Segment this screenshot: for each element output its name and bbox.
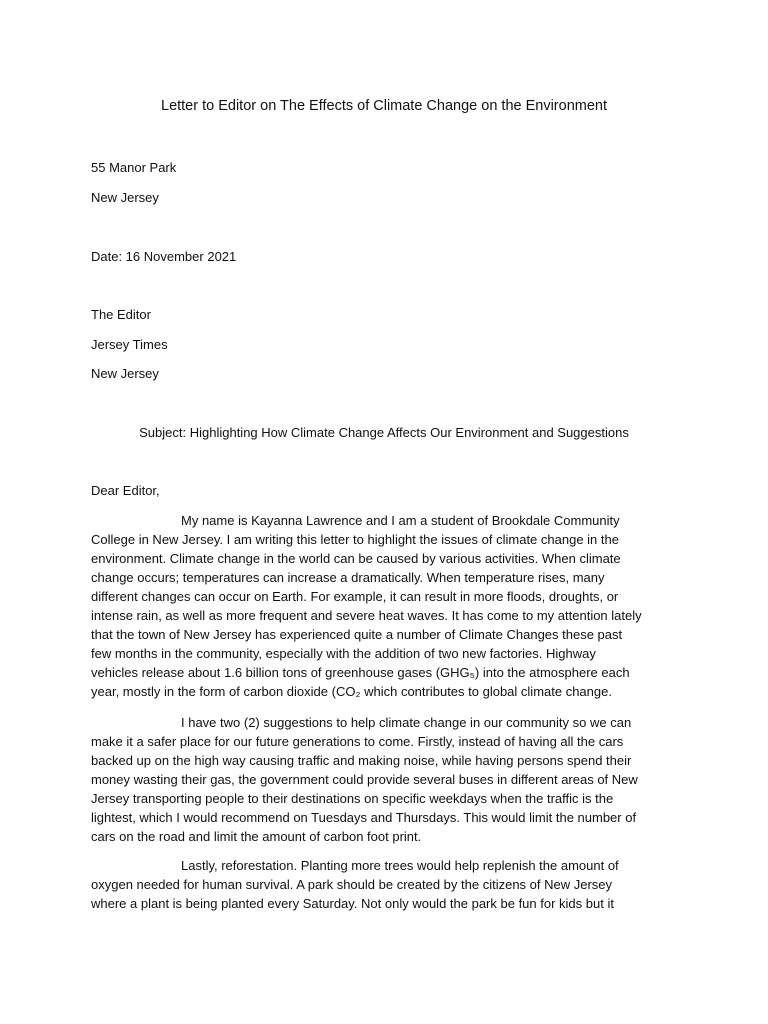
paragraph-line: where a plant is being planted every Saturday. Not only would the park be fun for kids but it: [91, 896, 614, 911]
recipient-line-3: New Jersey: [91, 366, 159, 381]
recipient-line-1: The Editor: [91, 307, 151, 322]
body-paragraph-3: [91, 856, 681, 913]
paragraph-line: make it a safer place for our future generations to come. Firstly, instead of having all the cars: [91, 734, 624, 749]
paragraph-line: money wasting their gas, the government could provide several buses in different areas of New: [91, 772, 638, 787]
paragraph-line: environment. Climate change in the world can be caused by various activities. When climate: [91, 551, 621, 566]
paragraph-line: lightest, which I would recommend on Tuesdays and Thursdays. This would limit the number of: [91, 810, 637, 825]
paragraph-line: Jersey transporting people to their destinations on specific weekdays when the traffic is the: [91, 791, 614, 806]
salutation: Dear Editor,: [91, 483, 160, 498]
body-paragraph-1: [91, 511, 681, 701]
paragraph-line: My name is Kayanna Lawrence and I am a student of Brookdale Community: [181, 513, 620, 528]
letter-subject: Subject: Highlighting How Climate Change Affects Our Environment and Suggestions: [139, 425, 629, 440]
paragraph-line: different changes can occur on Earth. For example, it can result in more floods, droughts, or: [91, 589, 619, 604]
paragraph-line: cars on the road and limit the amount of carbon foot print.: [91, 829, 422, 844]
paragraph-line: that the town of New Jersey has experienced quite a number of Climate Changes these past: [91, 627, 623, 642]
paragraph-line: I have two (2) suggestions to help climate change in our community so we can: [181, 715, 632, 730]
paragraph-line: intense rain, as well as more frequent and severe heat waves. It has come to my attention lately: [91, 608, 642, 623]
paragraph-line: Lastly, reforestation. Planting more trees would help replenish the amount of: [181, 858, 619, 873]
letter-date: Date: 16 November 2021: [91, 249, 237, 264]
paragraph-line: backed up on the high way causing traffic and making noise, while having persons spend their: [91, 753, 632, 768]
paragraph-line: College in New Jersey. I am writing this letter to highlight the issues of climate change in the: [91, 532, 619, 547]
paragraph-line: change occurs; temperatures can increase a dramatically. When temperature rises, many: [91, 570, 605, 585]
sender-address-line-2: New Jersey: [91, 190, 159, 205]
paragraph-line: vehicles release about 1.6 billion tons of greenhouse gases (GHG₅) into the atmosphere each: [91, 665, 630, 680]
paragraph-line: oxygen needed for human survival. A park should be created by the citizens of New Jersey: [91, 877, 613, 892]
body-paragraph-2: [91, 713, 681, 846]
letter-title: Letter to Editor on The Effects of Climate Change on the Environment: [161, 98, 607, 114]
sender-address-line-1: 55 Manor Park: [91, 160, 177, 175]
recipient-line-2: Jersey Times: [91, 337, 168, 352]
paragraph-line: year, mostly in the form of carbon dioxide (CO₂ which contributes to global climate change.: [91, 684, 612, 699]
paragraph-line: few months in the community, especially with the addition of two new factories. Highway: [91, 646, 596, 661]
